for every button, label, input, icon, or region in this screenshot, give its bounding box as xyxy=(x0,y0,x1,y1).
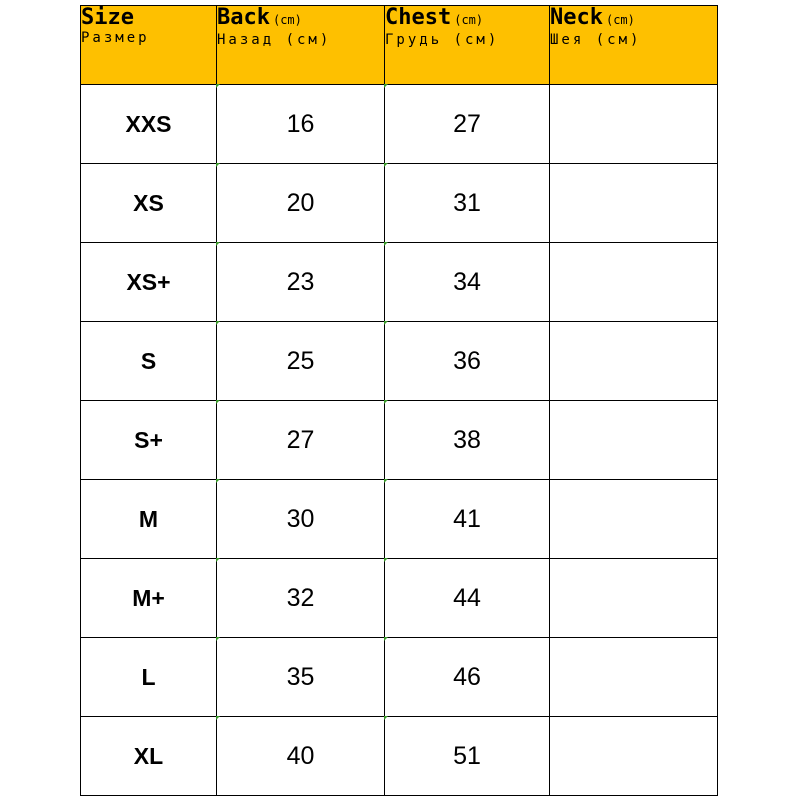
table-row xyxy=(81,243,718,322)
size-cell: XXS xyxy=(81,85,217,164)
header-neck-unit: (cm) xyxy=(605,13,635,27)
size-cell: XL xyxy=(81,717,217,796)
table-row xyxy=(81,322,718,401)
neck-cell xyxy=(550,85,718,164)
back-cell xyxy=(217,717,385,796)
back-cell xyxy=(217,322,385,401)
header-chest xyxy=(385,6,550,85)
neck-cell xyxy=(550,243,718,322)
chest-value: 41 xyxy=(453,504,481,533)
chest-value: 27 xyxy=(453,109,481,138)
cell-marker xyxy=(384,84,388,88)
header-chest-label-ru: Грудь (см) xyxy=(385,32,500,48)
header-back xyxy=(217,6,385,85)
cell-marker xyxy=(216,558,220,562)
size-cell: M xyxy=(81,480,217,559)
chest-cell xyxy=(385,243,550,322)
neck-cell xyxy=(550,322,718,401)
cell-marker xyxy=(216,321,220,325)
back-value: 40 xyxy=(286,741,315,770)
size-cell: L xyxy=(81,638,217,717)
cell-marker xyxy=(384,163,388,167)
chest-value: 44 xyxy=(453,583,481,612)
table-row xyxy=(81,559,718,638)
cell-marker xyxy=(384,637,388,641)
back-value: 20 xyxy=(286,188,315,217)
chest-value: 34 xyxy=(453,267,481,296)
size-chart-table xyxy=(80,5,718,796)
back-value: 16 xyxy=(286,109,315,138)
chest-value: 46 xyxy=(453,662,481,691)
back-value: 32 xyxy=(286,583,315,612)
table-row xyxy=(81,638,718,717)
header-chest-label: Chest xyxy=(385,5,452,30)
chest-cell xyxy=(385,717,550,796)
neck-cell xyxy=(550,638,718,717)
neck-cell xyxy=(550,559,718,638)
size-cell: XS xyxy=(81,164,217,243)
header-back-label: Back xyxy=(217,5,270,30)
cell-marker xyxy=(384,400,388,404)
cell-marker xyxy=(216,84,220,88)
chest-cell xyxy=(385,559,550,638)
header-neck xyxy=(550,6,718,85)
chest-cell xyxy=(385,164,550,243)
chest-cell xyxy=(385,401,550,480)
neck-cell xyxy=(550,401,718,480)
back-value: 30 xyxy=(286,504,315,533)
cell-marker xyxy=(216,400,220,404)
back-cell xyxy=(217,638,385,717)
size-cell: S+ xyxy=(81,401,217,480)
back-value: 23 xyxy=(286,267,315,296)
cell-marker xyxy=(216,242,220,246)
back-value: 27 xyxy=(286,425,315,454)
cell-marker xyxy=(216,716,220,720)
table-row xyxy=(81,164,718,243)
size-cell: M+ xyxy=(81,559,217,638)
cell-marker xyxy=(216,479,220,483)
header-chest-unit: (cm) xyxy=(454,13,484,27)
size-cell: XS+ xyxy=(81,243,217,322)
chest-cell xyxy=(385,322,550,401)
header-neck-label: Neck xyxy=(550,5,603,30)
cell-marker xyxy=(216,637,220,641)
cell-marker xyxy=(384,479,388,483)
header-back-label-ru: Назад (см) xyxy=(217,32,332,48)
table-row xyxy=(81,401,718,480)
cell-marker xyxy=(384,321,388,325)
back-cell xyxy=(217,401,385,480)
neck-cell xyxy=(550,164,718,243)
back-cell xyxy=(217,243,385,322)
back-cell xyxy=(217,164,385,243)
chest-value: 31 xyxy=(453,188,481,217)
table-row xyxy=(81,480,718,559)
cell-marker xyxy=(384,558,388,562)
back-cell xyxy=(217,85,385,164)
chest-cell xyxy=(385,85,550,164)
header-size-label-ru: Размер xyxy=(81,30,150,46)
neck-cell xyxy=(550,480,718,559)
cell-marker xyxy=(216,163,220,167)
back-value: 35 xyxy=(286,662,315,691)
cell-marker xyxy=(384,242,388,246)
header-size xyxy=(81,6,217,85)
chest-cell xyxy=(385,480,550,559)
chest-cell xyxy=(385,638,550,717)
chest-value: 51 xyxy=(453,741,481,770)
back-cell xyxy=(217,480,385,559)
header-back-unit: (cm) xyxy=(272,13,302,27)
header-row xyxy=(81,6,718,85)
header-neck-label-ru: Шея (см) xyxy=(550,32,642,48)
header-size-label: Size xyxy=(81,5,134,30)
table-row xyxy=(81,717,718,796)
chest-value: 36 xyxy=(453,346,481,375)
table-row xyxy=(81,85,718,164)
back-value: 25 xyxy=(286,346,315,375)
neck-cell xyxy=(550,717,718,796)
size-cell: S xyxy=(81,322,217,401)
back-cell xyxy=(217,559,385,638)
chest-value: 38 xyxy=(453,425,481,454)
cell-marker xyxy=(384,716,388,720)
